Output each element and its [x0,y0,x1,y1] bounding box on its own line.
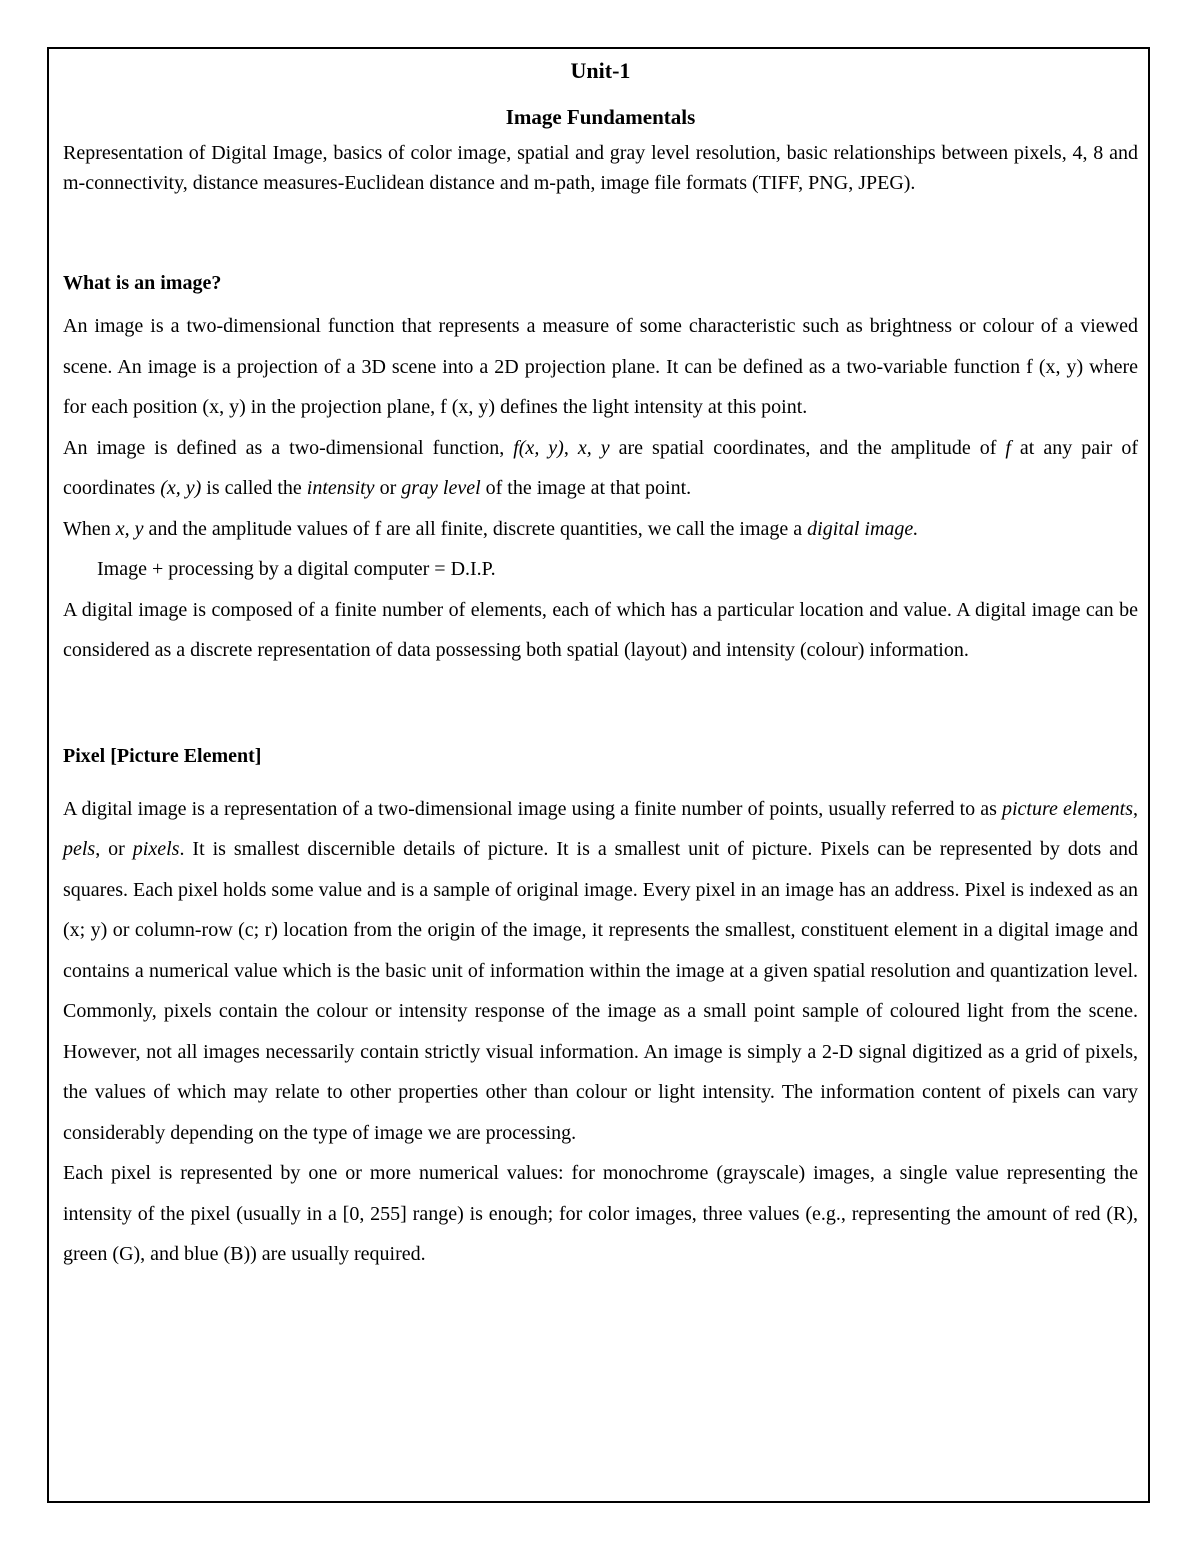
dip-equation: Image + processing by a digital computer = D.I.P. [97,558,496,580]
italic-term: digital image. [807,517,919,540]
italic-term: (x, y) [160,477,202,499]
pixel-definition-paragraph [63,789,1138,1154]
text-span: is called the [201,477,307,499]
unit-title: Unit-1 [570,58,631,83]
text-span: , [1132,797,1138,820]
section-title: Image Fundamentals [505,105,696,129]
italic-term: pixels [132,838,180,860]
text-span: at any pair of coordinates [63,436,1138,499]
document-body [63,55,1138,1275]
text-span: of the image at that point. [480,477,692,499]
pixel-values-paragraph: Each pixel is represented by one or more numerical values: for monochrome (grayscale) images, a single value representing the intensity of the pixel (usually in a [0, 255] range) is enough; for color images, three values (e.g., representing the amount of red (R), green (G), and blue (B)) are usually required. [63,1162,1138,1265]
text-span: and the amplitude values of f are all finite, discrete quantities, we call the image a [143,517,808,540]
italic-term: f [1005,436,1011,459]
italic-term: x, y [115,517,144,540]
syllabus-paragraph: Representation of Digital Image, basics of color image, spatial and gray level resolution, basic relationships between pixels, 4, 8 and m-connectivity, distance measures-Euclidean distance and m-path, image file formats (TIFF, PNG, JPEG). [63,142,1138,194]
image-definition-paragraph: An image is a two-dimensional function that represents a measure of some characteristic such as brightness or colour of a viewed scene. An image is a projection of a 3D scene into a 2D projection plane. It can be defined as a two-variable function f (x, y) where for each position (x, y) in the projection plane, f (x, y) defines the light intensity at this point. [63,315,1138,418]
italic-term: f(x, y) [513,436,564,459]
text-span: are spatial coordinates, and the amplitude of [609,436,1006,459]
italic-term: intensity [306,477,375,499]
heading-what-is-image: What is an image? [63,272,222,294]
text-span: , or [95,838,133,860]
italic-term: picture elements [1002,797,1133,820]
text-span: A digital image is a representation of a two-dimensional image using a finite number of points, usually referred to as [63,797,1002,820]
digital-image-composition-paragraph: A digital image is composed of a finite number of elements, each of which has a particular location and value. A digital image can be considered as a discrete representation of data possessing both spatial (layout) and intensity (colour) information. [63,598,1138,661]
italic-term: x, y [577,436,610,459]
text-span: or [374,477,402,499]
text-span: An image is defined as a two-dimensional function, [63,436,514,459]
italic-term: gray level [401,477,481,499]
heading-pixel: Pixel [Picture Element] [63,744,262,767]
text-span: When [63,517,116,540]
text-span: . It is smallest discernible details of picture. It is a smallest unit of picture. Pixels can be represented by dots and squares. Each pixel holds some value and is a sample of original image. Every pixel in an image has an address. Pixel is indexed as an (x; y) or column-row (c; r) location from the origin of the image, it represents the smallest, constituent element in a digital image and contains a numerical value which is the basic unit of information within the image at a given spatial resolution and quantization level. Commonly, pixels contain the colour or intensity response of the image as a small point sample of coloured light from the scene. However, not all images necessarily contain strictly visual information. An image is simply a 2-D signal digitized as a grid of pixels, the values of which may relate to other properties other than colour or light intensity. The information content of pixels can vary considerably depending on the type of image we are processing. [63,838,1138,1144]
italic-term: pels [63,838,96,860]
text-span: , [563,436,578,459]
image-function-paragraph [63,428,1138,509]
digital-image-paragraph [63,509,1138,550]
